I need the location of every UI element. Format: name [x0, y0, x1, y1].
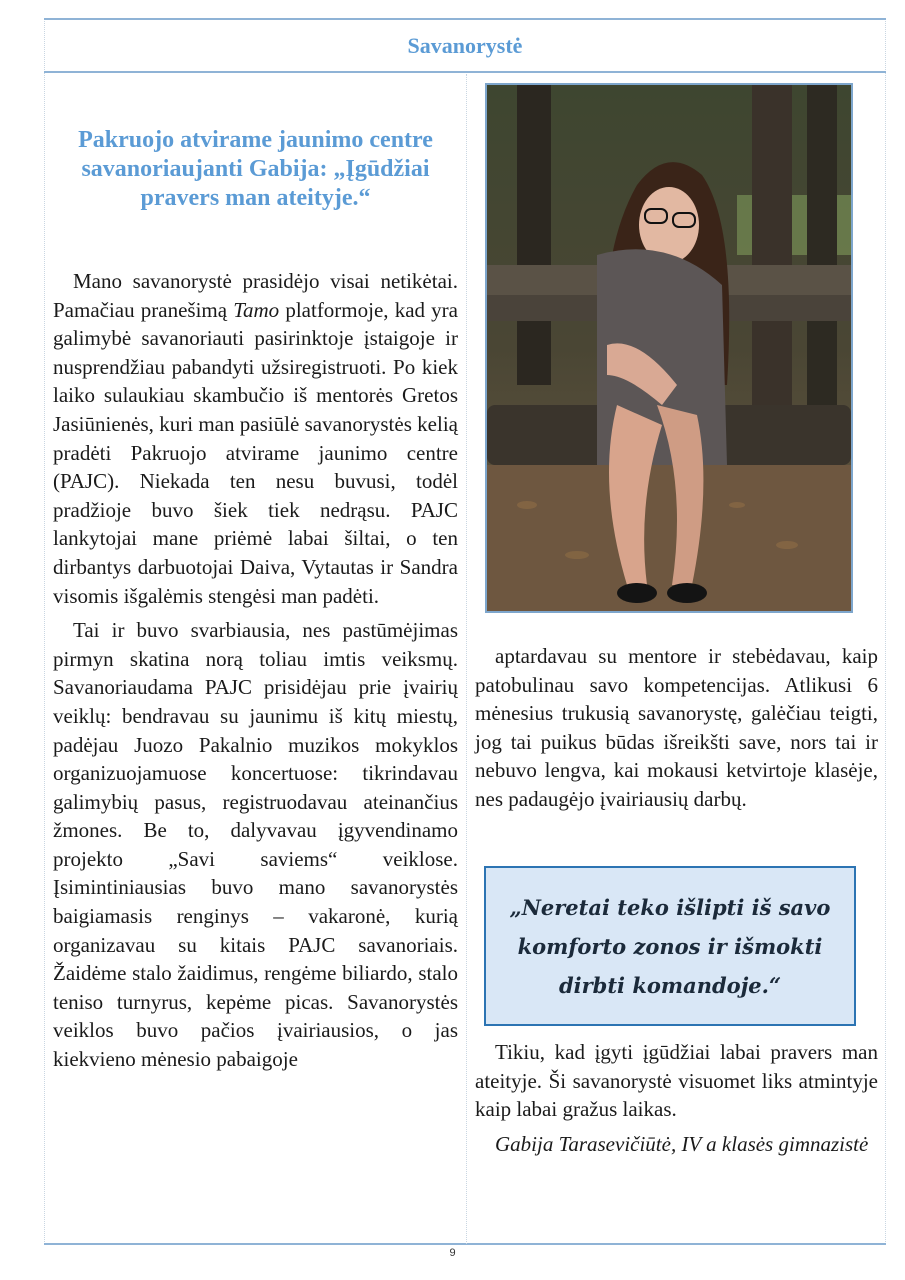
footer-rule: [44, 1243, 886, 1245]
section-title: Savanorystė: [407, 33, 523, 58]
author-signature: Gabija Tarasevičiūtė, IV a klasės gimnazistė: [495, 1131, 869, 1156]
platform-name: Tamo: [233, 297, 280, 322]
right-column-end: [475, 1038, 878, 1158]
left-column: [53, 126, 458, 1074]
paragraph-2: Tai ir buvo svarbiausia, nes pastūmėjimas pirmyn skatina norą toliau imtis veiksmų. Savanoriaudama PAJC prisidėjau prie įvairių veiklų: bendravau su jaunimu iš kitų miestų, padėjau Juozo Pakalnio muzikos mokyklos organizuojamuose koncertuose: tikrindavau galimybių pasus, registruodavau ateinančius žmones. Be to, dalyvavau įgyvendinamo projekto „Savi saviems“ veiklose. Įsimintiniausias buvo mano savanorystės baigiamasis renginys – vakaronė, kurią organizavau su kitais PAJC savanoriais. Žaidėme stalo žaidimus, rengėme biliardo, stalo teniso turnyrus, kepėme picas. Savanorystės veiklos buvo pačios įvairiausios, o jas kiekvieno mėnesio pabaigoje: [53, 618, 458, 1072]
column-divider: [466, 74, 467, 1244]
article-headline: Pakruojo atvirame jaunimo centre savanoriaujanti Gabija: „Įgūdžiai pravers man ateityje.“: [78, 127, 433, 211]
portrait-photo-illustration: [487, 85, 851, 611]
paragraph-1: Mano savanorystė prasidėjo visai netikėtai. Pamačiau pranešimą Tamo platformoje, kad yra galimybė savanoriauti pasirinktoje įstaigoje ir nusprendžiau pabandyti užsiregistruoti. Po kiek laiko sulaukiau skambučio iš mentorės Gretos Jasiūnienės, kuri man pasiūlė savanorystės kelią pradėti Pakruojo atvirame jaunimo centre (PAJC). Niekada ten nesu buvusi, todėl pradžioje buvo šiek tiek nedrąsu. PAJC lankytojai mane priėmė labai šiltai, o ten dirbantys darbuotojai Daiva, Vytautas ir Sandra visomis išgalėmis stengėsi man padėti.: [53, 269, 458, 608]
page-number: 9: [449, 1247, 456, 1259]
pull-quote: „Neretai teko išlipti iš savo komforto zonos ir išmokti dirbti komandoje.“: [484, 866, 856, 1026]
paragraph-3: aptardavau su mentore ir stebėdavau, kaip patobulinau savo kompetencijas. Atlikusi 6 mėnesius trukusią savanorystę, galėčiau teigti, jog tai puikus būdas išreikšti save, nors tai ir nebuvo lengva, kai mokausi ketvirtoje klasėje, nes padaugėjo įvairiausių darbų.: [475, 644, 878, 811]
paragraph-4: Tikiu, kad įgyti įgūdžiai labai pravers man ateityje. Ši savanorystė visuomet liks atmintyje kaip labai gražus laikas.: [475, 1040, 878, 1122]
right-column: [475, 642, 878, 814]
portrait-photo: [485, 83, 853, 613]
